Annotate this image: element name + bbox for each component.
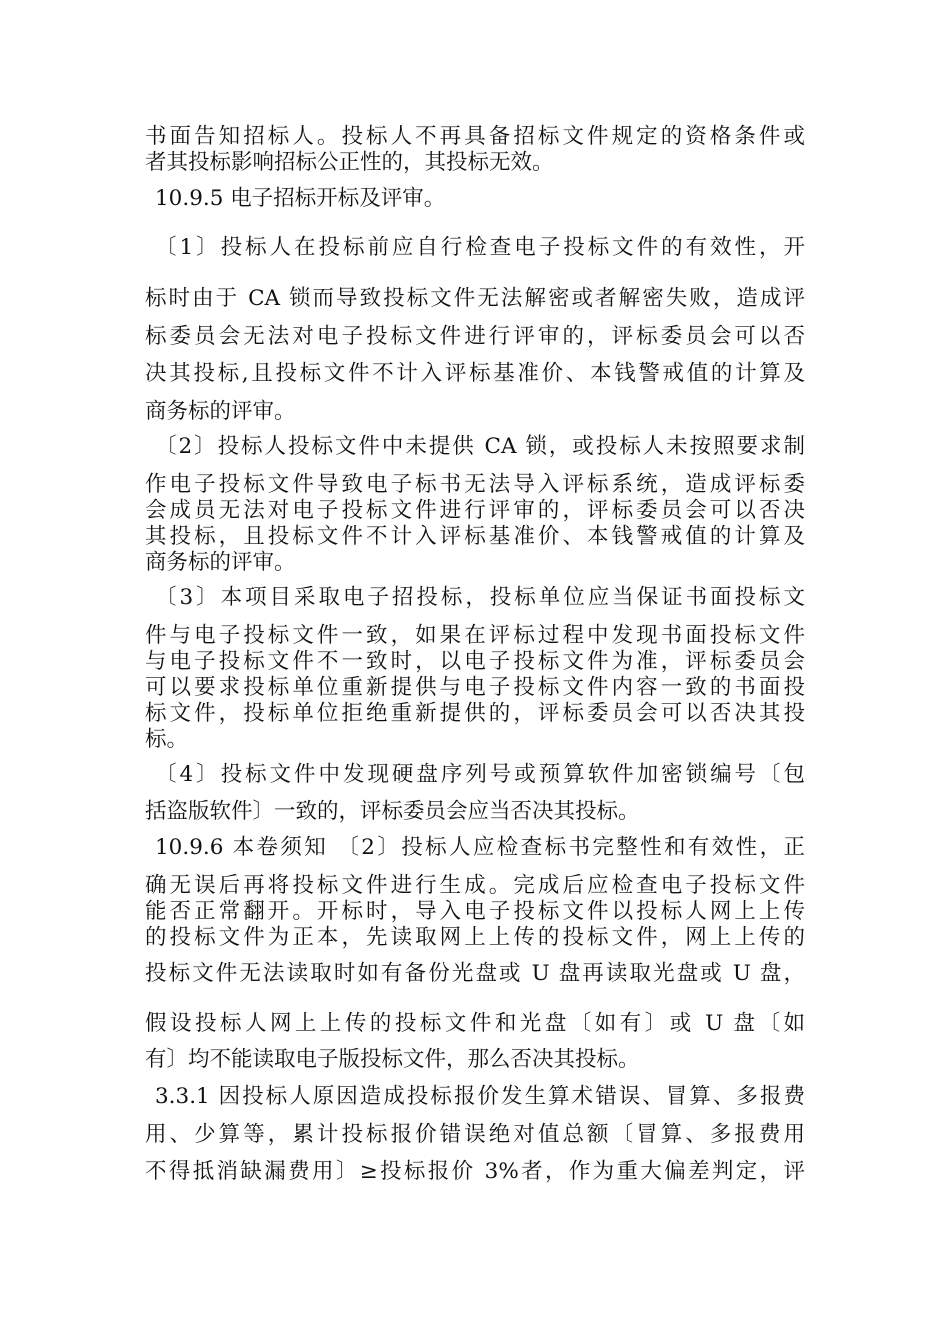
text-line: 会成员无法对电子投标文件进行评审的，评标委员会可以否决 [145,498,805,523]
text-line: 标文件，投标单位拒绝重新提供的，评标委员会可以否决其投 [145,701,805,726]
text-line: 者其投标影响招标公正性的，其投标无效。 [145,150,554,175]
section-heading: 3.3.1 因投标人原因造成投标报价发生算术错误、冒算、多报费 [155,1084,805,1109]
text-line: 〔3〕本项目采取电子招投标，投标单位应当保证书面投标文 [155,585,805,610]
text-line: 书面告知招标人。投标人不再具备招标文件规定的资格条件或 [145,124,805,149]
text-line: 作电子投标文件导致电子标书无法导入评标系统，造成评标委 [145,472,805,497]
section-heading: 10.9.6 本卷须知 〔2〕投标人应检查标书完整性和有效性，正 [155,835,805,860]
text-line: 〔2〕投标人投标文件中未提供 CA 锁，或投标人未按照要求制 [155,434,805,459]
text-line: 〔4〕投标文件中发现硬盘序列号或预算软件加密锁编号〔包 [155,762,805,787]
section-heading: 10.9.5 电子招标开标及评审。 [155,186,446,211]
text-line: 标。 [145,727,189,752]
text-line: 商务标的评审。 [145,399,296,424]
text-line: 的投标文件为正本，先读取网上上传的投标文件，网上上传的 [145,925,805,950]
text-line: 〔1〕投标人在投标前应自行检查电子投标文件的有效性，开 [155,235,805,260]
text-line: 与电子投标文件不一致时，以电子投标文件为准，评标委员会 [145,649,805,674]
text-line: 决其投标,且投标文件不计入评标基准价、本钱警戒值的计算及 [145,361,805,386]
text-line: 有〕均不能读取电子版投标文件，那么否决其投标。 [145,1047,640,1072]
text-line: 标时由于 CA 锁而导致投标文件无法解密或者解密失败，造成评 [145,286,805,311]
text-line: 件与电子投标文件一致，如果在评标过程中发现书面投标文件 [145,623,805,648]
text-line: 用、少算等，累计投标报价错误绝对值总额〔冒算、多报费用 [145,1122,805,1147]
text-line: 商务标的评审。 [145,550,296,575]
text-line: 确无误后再将投标文件进行生成。完成后应检查电子投标文件 [145,873,805,898]
text-line: 能否正常翻开。开标时，导入电子投标文件以投标人网上上传 [145,899,805,924]
text-line: 假设投标人网上上传的投标文件和光盘〔如有〕或 U 盘〔如 [145,1011,805,1036]
text-line: 其投标，且投标文件不计入评标基准价、本钱警戒值的计算及 [145,524,805,549]
text-line: 可以要求投标单位重新提供与电子投标文件内容一致的书面投 [145,675,805,700]
text-line: 标委员会无法对电子投标文件进行评审的，评标委员会可以否 [145,324,805,349]
text-line: 括盗版软件〕一致的，评标委员会应当否决其投标。 [145,799,640,824]
text-line: 不得抵消缺漏费用〕≥投标报价 3%者，作为重大偏差判定，评 [145,1159,805,1184]
text-line: 投标文件无法读取时如有备份光盘或 U 盘再读取光盘或 U 盘， [145,961,805,986]
